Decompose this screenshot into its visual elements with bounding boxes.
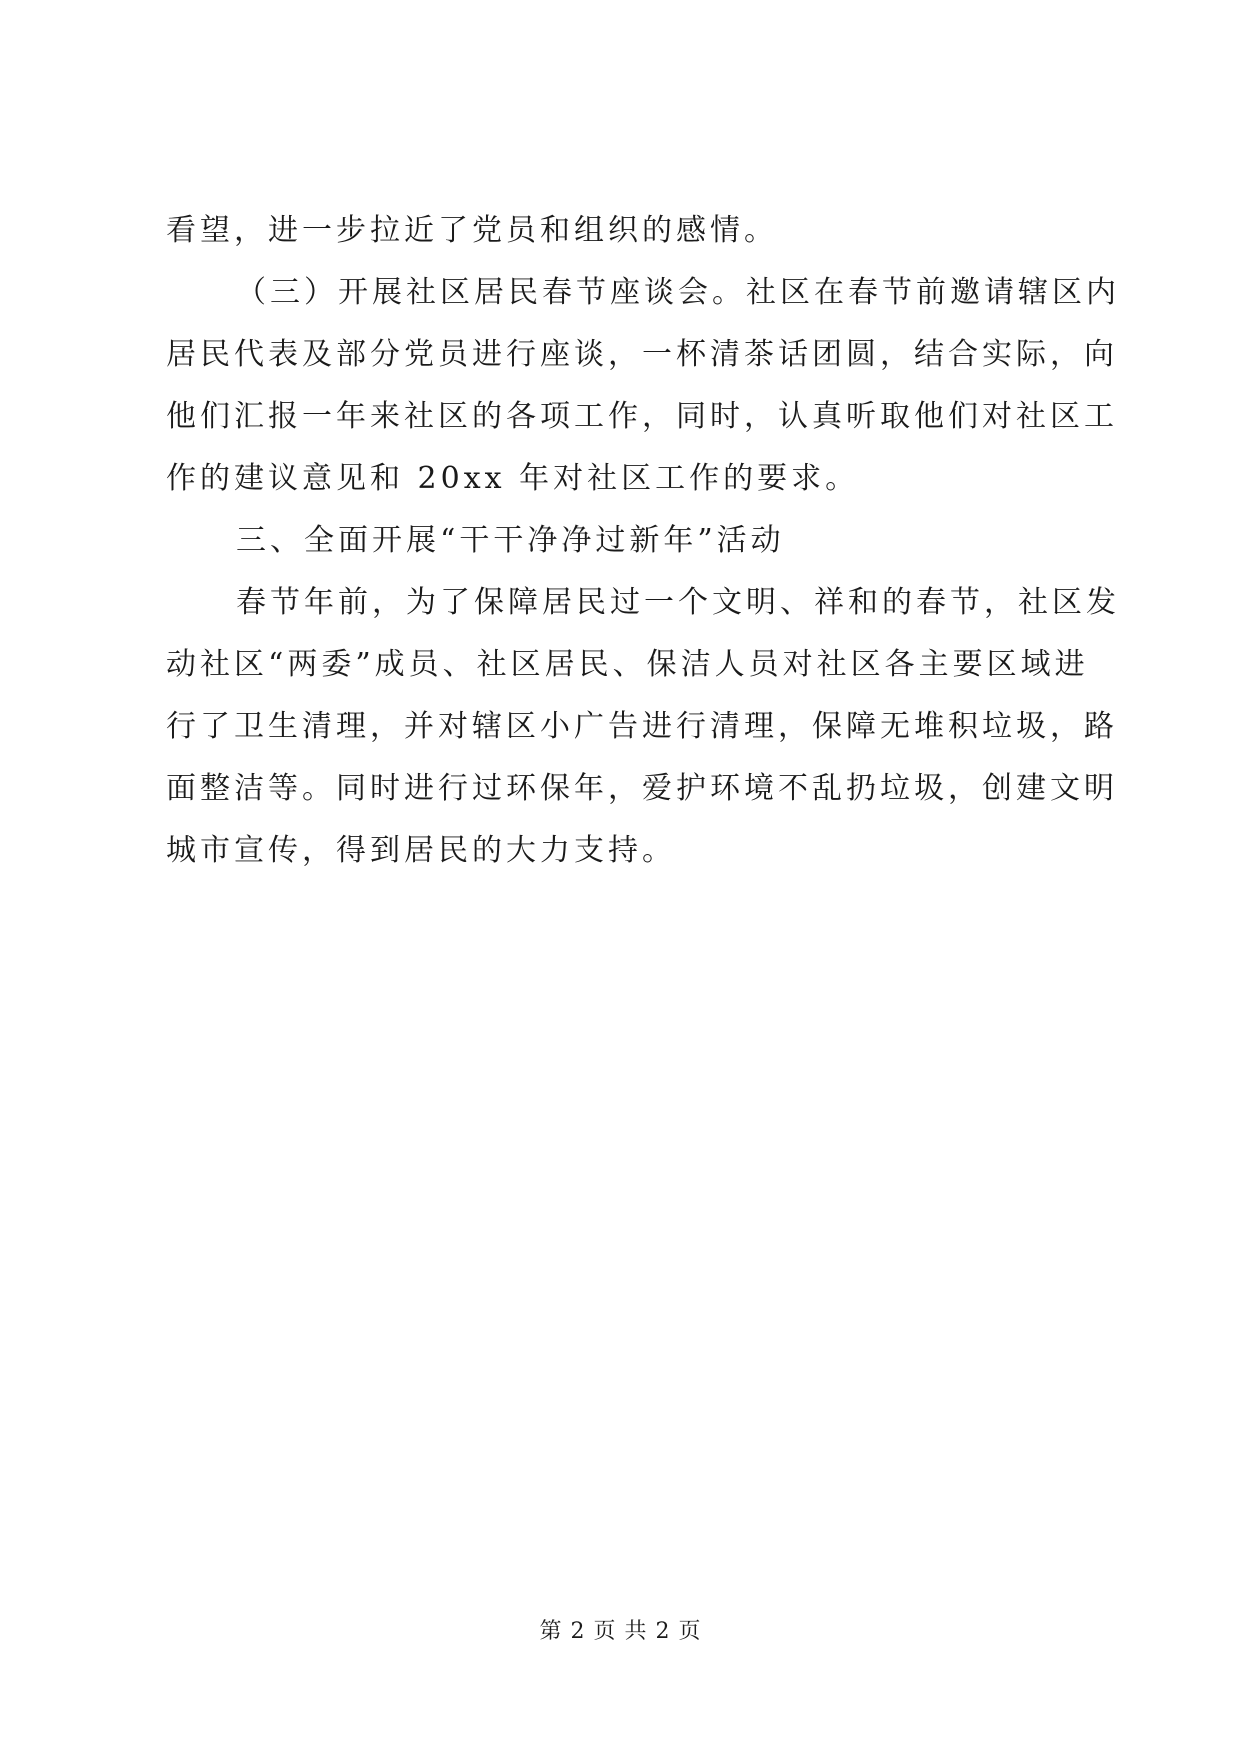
body-line: 行了卫生清理，并对辖区小广告进行清理，保障无堆积垃圾，路: [166, 709, 1118, 744]
body-line: 面整洁等。同时进行过环保年，爱护环境不乱扔垃圾，创建文明: [166, 771, 1118, 806]
body-line: 城市宣传，得到居民的大力支持。: [166, 833, 676, 868]
body-line: 作的建议意见和 20xx 年对社区工作的要求。: [166, 461, 860, 496]
body-line: 春节年前，为了保障居民过一个文明、祥和的春节，社区发: [236, 585, 1120, 620]
section-heading: 三、全面开展“干干净净过新年”活动: [236, 523, 785, 558]
document-body: [166, 200, 1120, 882]
body-line: 他们汇报一年来社区的各项工作，同时，认真听取他们对社区工: [166, 399, 1118, 434]
body-line: （三）开展社区居民春节座谈会。社区在春节前邀请辖区内: [236, 275, 1120, 310]
body-line: 动社区“两委”成员、社区居民、保洁人员对社区各主要区域进: [166, 647, 1089, 682]
body-line: 看望，进一步拉近了党员和组织的感情。: [166, 213, 778, 248]
body-line: 居民代表及部分党员进行座谈，一杯清茶话团圆，结合实际，向: [166, 337, 1118, 372]
page-number-footer: 第 2 页 共 2 页: [539, 1619, 702, 1644]
